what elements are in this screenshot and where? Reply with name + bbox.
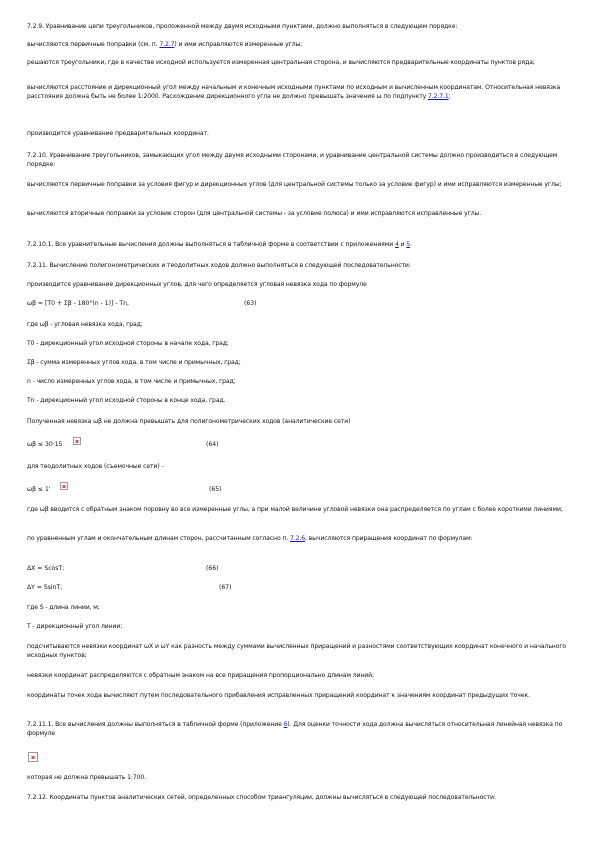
paragraph-triangles-solved: решаются треугольники, где в качестве исходной используется измеренная центральная сторона, и вычисляются предварительные координаты пунктов ряда;: [27, 59, 535, 66]
paragraph-limit-1-700: которая не должна превышать 1:700.: [27, 774, 147, 781]
link-7-2-7-1[interactable]: 7.2.7.1: [428, 93, 449, 100]
text: вычисляются первичные поправки (см. п.: [27, 41, 160, 48]
broken-image-icon: [28, 752, 38, 762]
text: 7.2.11.1. Все вычисления должны выполняться в табличной форме (приложение: [27, 721, 284, 728]
text: по уравненным углам и окончательным длинам сторон, рассчитанным согласно п.: [27, 535, 290, 542]
paragraph-distance-direction: [27, 83, 575, 101]
paragraph-7-2-12: 7.2.12. Координаты пунктов аналитических сетей, определенных способом триангуляции, должны вычисляться в следующей последовательности:: [27, 794, 496, 801]
text: ). Для оценки точности хода должна вычисляться относительная линейная невязка по формуле: [27, 721, 563, 737]
paragraph-7-2-11-1: [27, 720, 575, 738]
paragraph-misclosure-limit: Полученная невязка ωβ не должна превышать для полигонометрических ходов (аналитические сети): [27, 418, 351, 425]
paragraph-7-2-10-1: [27, 240, 575, 249]
paragraph-adjustment: производится уравнивание предварительных координат.: [27, 130, 209, 137]
paragraph-7-2-10: 7.2.10. Уравнивание треугольников, замыкающих угол между двумя исходными сторонами, и уравнивание центральной системы должно производиться в следующем порядке:: [27, 152, 558, 168]
legend-s: где S - длина линии, м;: [27, 604, 100, 611]
legend-tn: Tn - дирекционный угол исходной стороны в конце хода, град.: [27, 397, 226, 404]
legend-t: T - дирекционный угол линии;: [27, 623, 123, 630]
legend-omega-beta: где ωβ - угловая невязка хода, град;: [27, 321, 143, 328]
formula-64-number: (64): [206, 441, 219, 448]
paragraph-theodolite: для теодолитных ходов (съемочные сети) -: [27, 463, 164, 470]
broken-image-icon: [73, 437, 81, 445]
paragraph-side-corrections: вычисляются вторичные поправки за условие сторон (для центральной системы - за условие полюса) и ими исправляются исправленные углы.: [27, 210, 482, 217]
formula-66-number: (66): [206, 565, 219, 572]
formula-63-number: (63): [244, 300, 257, 307]
legend-t0: T0 - дирекционный угол исходной стороны в начале хода, град;: [27, 340, 229, 347]
text: вычисляются расстояние и дирекционный угол между начальным и конечным исходными пунктами по исходным и вычисленным координатам. Относительная невязка расстояния должна быть не более 1:2000. Расхождение дирекционного угла не должно превышать значения ω по подпункту: [27, 84, 561, 100]
formula-66: ΔX = ScosT;: [27, 565, 65, 572]
link-appendix-6[interactable]: 6: [283, 721, 288, 728]
legend-n: n - число измеренных углов хода, в том числе и примычных, град;: [27, 378, 236, 385]
paragraph-distribution: где ωβ вводится с обратным знаком поровну во все измеренные углы, а при малой величине угловой невязки она распределяется по углам с более короткими линиями;: [27, 506, 563, 513]
paragraph-coord-calc: координаты точек хода вычисляют путем последовательного прибавления исправленных приращений координат к значениям координат предыдущих точек.: [27, 692, 530, 699]
formula-67-number: (67): [219, 584, 232, 591]
link-appendix-5[interactable]: 5: [406, 241, 411, 248]
link-7-2-6[interactable]: 7.2.6: [289, 535, 305, 542]
text: и: [398, 241, 407, 248]
broken-image-icon: [60, 482, 68, 490]
link-appendix-4[interactable]: 4: [394, 241, 399, 248]
formula-65: ωβ ≤ 1': [27, 486, 51, 493]
formula-65-number: (65): [209, 486, 222, 493]
text: ) и ими исправляются измеренные углы;: [174, 41, 303, 48]
text: .: [410, 241, 412, 248]
paragraph-figure-corrections: вычисляются первичные поправки за условия фигур и дирекционных углов (для центральной системы только за условие фигур) и ими исправляются измеренные углы;: [27, 181, 562, 188]
paragraph-coord-misclosure: подсчитываются невязки координат ωX и ωY как разность между суммами вычисленных приращений и разностями соответствующих координат конечного и начального исходных пунктов;: [27, 643, 567, 659]
paragraph-increments: [27, 534, 575, 543]
formula-64: ωβ ≤ 30·15: [27, 441, 63, 448]
text: , вычисляются приращения координат по формулам:: [304, 535, 473, 542]
text: ;: [448, 93, 451, 100]
paragraph-distribute-misclosure: невязки координат распределяются с обратным знаком на все приращения пропорционально длинам линий;: [27, 672, 374, 679]
legend-sum-beta: Σβ - сумма измеренных углов хода, в том числе и примычных, град;: [27, 359, 241, 366]
formula-67: ΔY = SsinT,: [27, 584, 63, 591]
link-7-2-7[interactable]: 7.2.7: [159, 41, 175, 48]
text: 7.2.10.1. Все уравнительные вычисления должны выполняться в табличной форме в соответствии с приложениями: [27, 241, 395, 248]
paragraph-7-2-9: 7.2.9. Уравнивание цепи треугольников, проложенной между двумя исходными пунктами, должно выполняться в следующем порядке:: [27, 23, 458, 30]
paragraph-primary-corrections: [27, 40, 575, 49]
paragraph-7-2-11: 7.2.11. Вычисление полигонометрических и теодолитных ходов должно выполняться в следующей последовательности:: [27, 262, 411, 269]
formula-63: ωβ = [T0 + Σβ - 180°(n - 1)] - Tn,: [27, 300, 129, 307]
paragraph-angle-adjust: производится уравнивание дирекционных углов, для чего определяется угловая невязка хода по формуле: [27, 281, 367, 288]
